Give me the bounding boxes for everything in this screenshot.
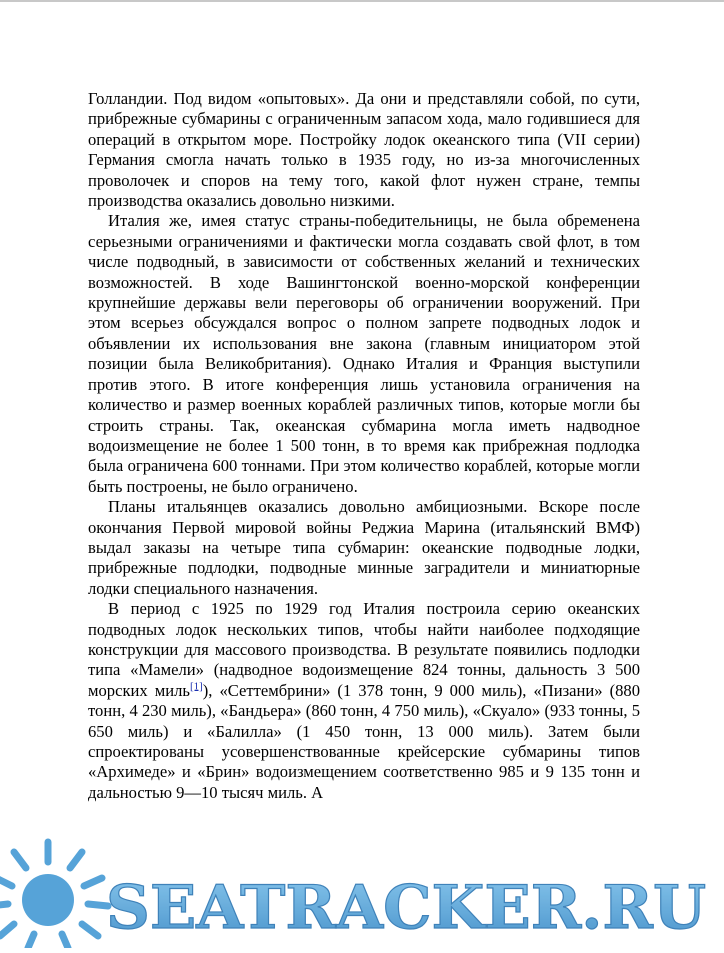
watermark-graphic [0,838,724,948]
watermark-text: SEATRACKER.RU [106,873,706,943]
paragraph-4-text-before: В период с 1925 по 1929 год Италия построила серию океанских подводных лодок нескольких типов, чтобы найти наиболее подходящие конструкции для массового производства. В результате появились подлодки типа «Мамели» (надводное водоизмещение 824 тонны, дальность 3 500 морских миль [88,599,640,700]
paragraph-1-text: Голландии. Под видом «опытовых». Да они и представляли собой, по сути, прибрежные субмарины с ограниченным запасом хода, мало годившиеся для операций в открытом море. Постройку лодок океанского типа (VII серии) Германия смогла начать только в 1935 году, но из-за многочисленных проволочек и споров на тему того, какой флот нужен стране, темпы производства оказались довольно низкими. [88,89,640,211]
seatracker-watermark [0,838,724,948]
document-body [88,89,640,803]
sun-icon [0,842,108,948]
paragraph-1 [88,89,640,211]
paragraph-4 [88,599,640,803]
paragraph-2-text: Италия же, имея статус страны-победительницы, не была обременена серьезными ограничениями и фактически могла создавать свой флот, в том числе подводный, в зависимости от собственных желаний и технических возможностей. В ходе Вашингтонской военно-морской конференции крупнейшие державы вели переговоры об ограничении вооружений. При этом всерьез обсуждался вопрос о полном запрете подводных лодок и объявлении их использования вне закона (главным инициатором этой позиции была Великобритания). Однако Италия и Франция выступили против этого. В итоге конференция лишь установила ограничения на количество и размер военных кораблей различных типов, которые могли бы строить страны. Так, океанская субмарина могла иметь надводное водоизмещение не более 1 500 тонн, в то время как прибрежная подлодка была ограничена 600 тоннами. При этом количество кораблей, которые могли быть построены, не было ограничено. [88,211,640,496]
footnote-link-1[interactable]: [1] [189,680,203,693]
paragraph-3 [88,497,640,599]
page-top-border [0,0,724,2]
paragraph-4-text-after: ), «Сеттембрини» (1 378 тонн, 9 000 миль), «Пизани» (880 тонн, 4 230 миль), «Бандьера» (860 тонн, 4 750 миль), «Скуало» (933 тонны, 5 650 миль) и «Балилла» (1 450 тонн, 13 000 миль). Затем были спроектированы усовершенствованные крейсерские субмарины типов «Архимеде» и «Брин» водоизмещением соответственно 985 и 9 135 тонн и дальностью 9—10 тысяч миль. А [88,680,641,802]
paragraph-3-text: Планы итальянцев оказались довольно амбициозными. Вскоре после окончания Первой мировой войны Реджиа Марина (итальянский ВМФ) выдал заказы на четыре типа субмарин: океанские подводные лодки, прибрежные подлодки, подводные минные заградители и миниатюрные лодки специального назначения. [88,497,640,598]
paragraph-2 [88,211,640,497]
